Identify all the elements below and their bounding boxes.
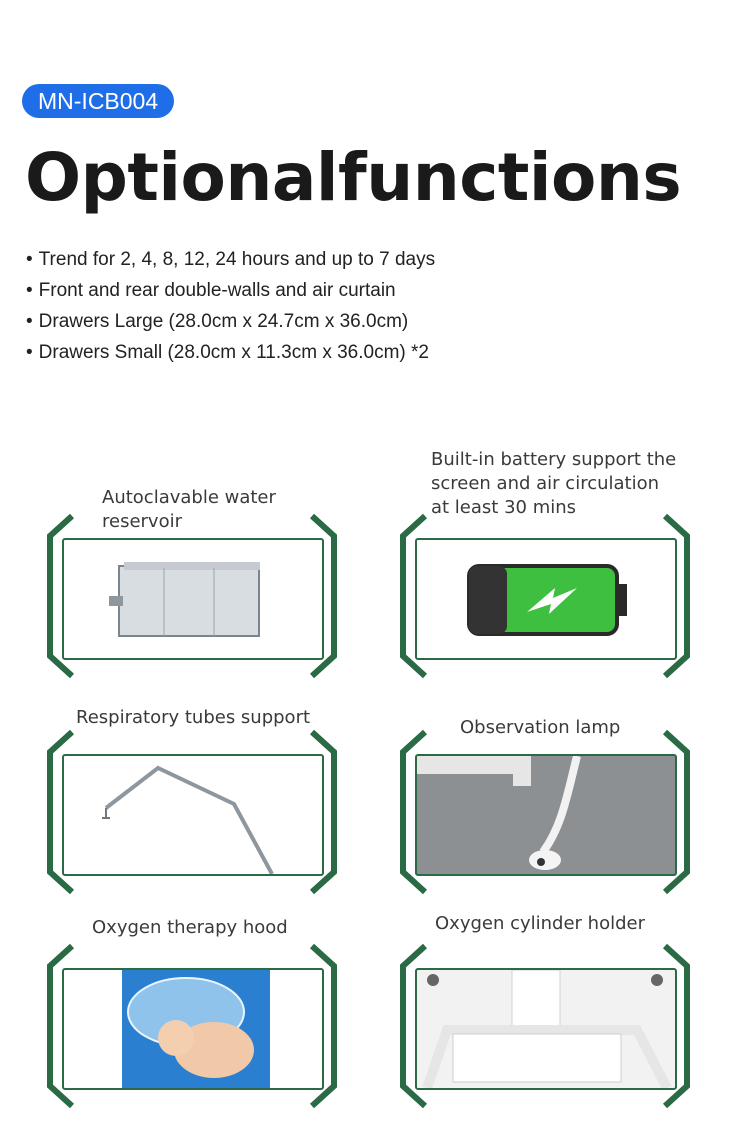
feature-caption: Oxygen cylinder holder bbox=[435, 913, 646, 934]
feature-card-oxygen-hood bbox=[42, 917, 342, 1096]
feature-image-box bbox=[62, 538, 324, 660]
oxygen-hood-image bbox=[64, 970, 322, 1088]
respiratory-tube-support-image bbox=[64, 756, 322, 874]
bullet-item: • Drawers Large (28.0cm x 24.7cm x 36.0cm) bbox=[26, 306, 435, 337]
feature-card-battery bbox=[395, 449, 695, 666]
feature-card-cylinder-holder bbox=[395, 913, 695, 1096]
observation-lamp-image bbox=[417, 756, 675, 874]
feature-image-box bbox=[415, 754, 677, 876]
feature-caption: Observation lamp bbox=[460, 717, 621, 738]
bullet-item: • Front and rear double-walls and air curtain bbox=[26, 275, 435, 306]
cylinder-holder-image bbox=[417, 970, 675, 1088]
page-title: Optionalfunctions bbox=[25, 139, 682, 216]
feature-caption: Built-in battery support the screen and air circulation at least 30 mins bbox=[431, 449, 677, 518]
feature-card-observation-lamp bbox=[395, 717, 695, 882]
feature-caption: Oxygen therapy hood bbox=[92, 917, 288, 938]
feature-bullet-list bbox=[26, 244, 435, 368]
feature-image-box bbox=[62, 754, 324, 876]
feature-caption: Respiratory tubes support bbox=[76, 707, 311, 728]
feature-image-box bbox=[415, 538, 677, 660]
feature-caption: Autoclavable water reservoir bbox=[102, 487, 276, 532]
bullet-item: • Drawers Small (28.0cm x 11.3cm x 36.0cm) *2 bbox=[26, 337, 435, 368]
model-badge: MN-ICB004 bbox=[22, 84, 174, 118]
feature-card-respiratory-tubes bbox=[42, 707, 342, 882]
bullet-item: • Trend for 2, 4, 8, 12, 24 hours and up to 7 days bbox=[26, 244, 435, 275]
feature-image-box bbox=[415, 968, 677, 1090]
feature-image-box bbox=[62, 968, 324, 1090]
battery-icon bbox=[417, 540, 675, 658]
feature-card-water-reservoir bbox=[42, 487, 342, 666]
water-reservoir-image bbox=[64, 540, 322, 658]
